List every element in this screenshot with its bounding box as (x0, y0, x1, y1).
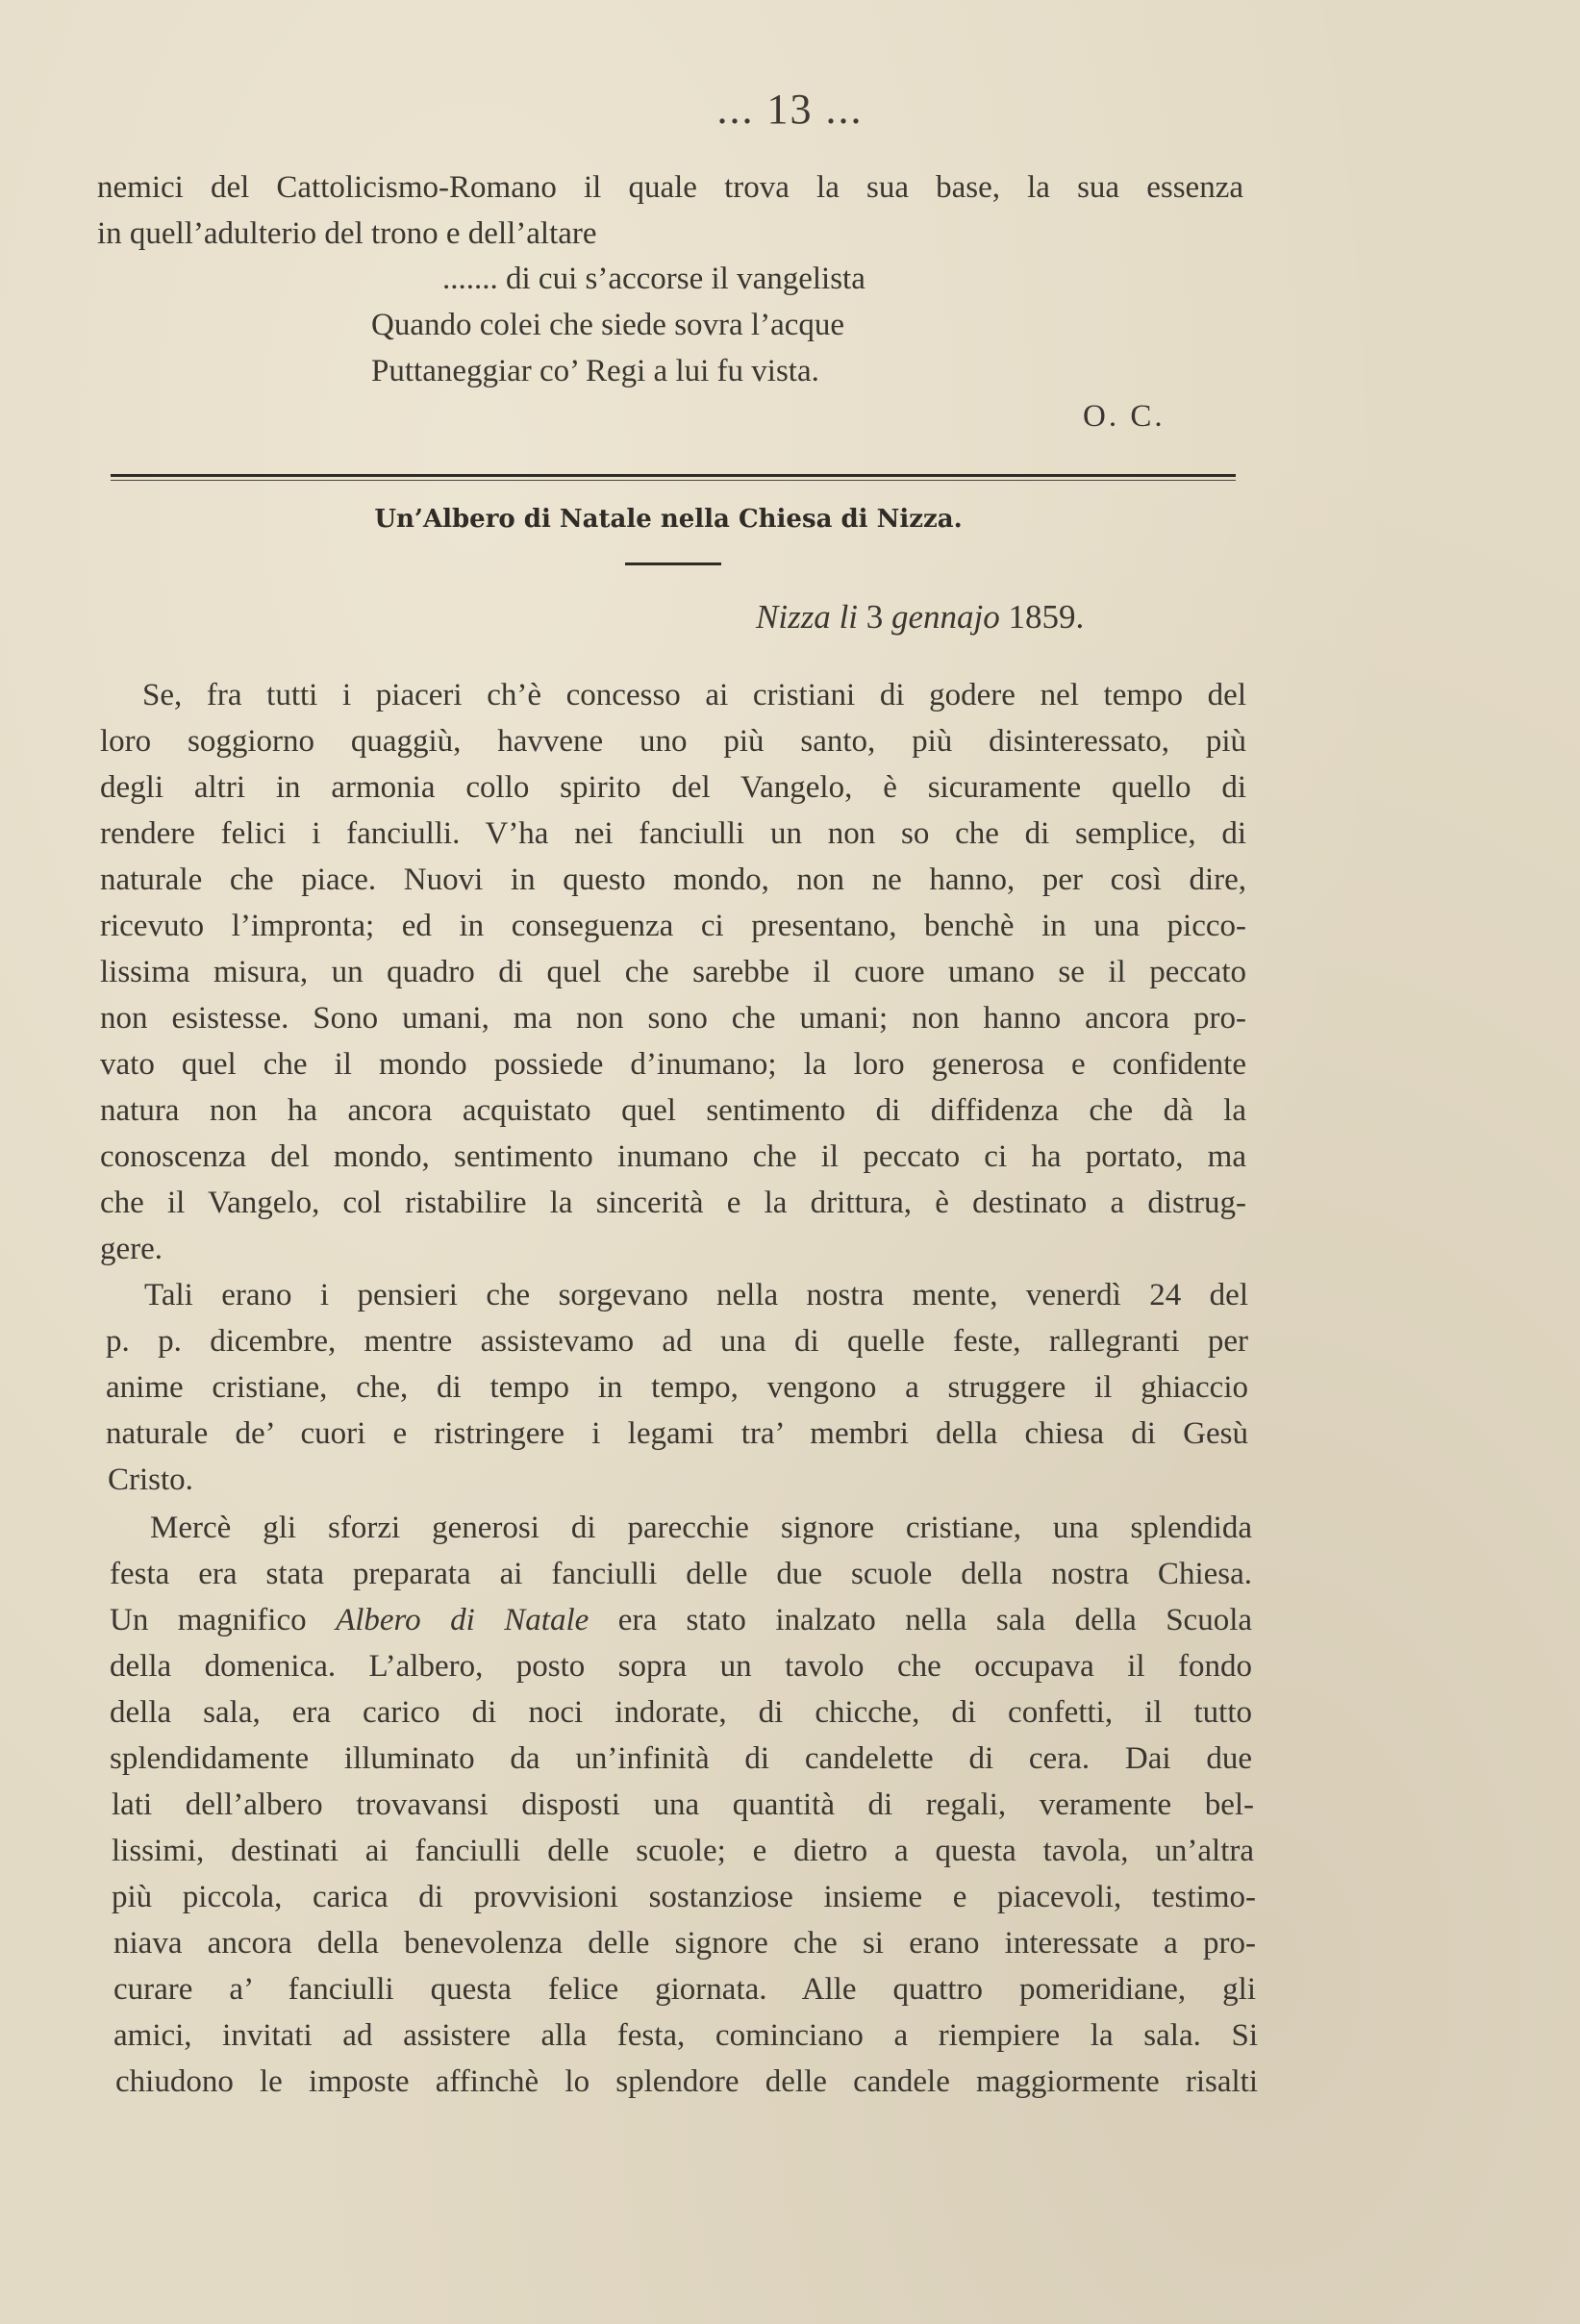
p1-line-10: natura non ha ancora acquistato quel sentimento di diffidenza che dà la (100, 1093, 1246, 1128)
p1-line-1: Se, fra tutti i piaceri ch’è concesso ai cristiani di godere nel tempo del (142, 678, 1246, 712)
p2-line-4: naturale de’ cuori e ristringere i legami tra’ membri della chiesa di Gesù (106, 1416, 1248, 1451)
section-divider (111, 474, 1236, 477)
p1-line-13: gere. (100, 1232, 163, 1266)
intro-line-1: nemici del Cattolicismo-Romano il quale trova la sua base, la sua essenza (97, 170, 1243, 205)
dateline-place: Nizza (756, 598, 831, 636)
p2-line-3: anime cristiane, che, di tempo in tempo, vengono a struggere il ghiaccio (106, 1370, 1248, 1405)
p2-line-2: p. p. dicembre, mentre assistevamo ad una di quelle feste, rallegranti per (106, 1324, 1248, 1359)
p3-line-7: lati dell’albero trovavansi disposti una quantità di regali, veramente bel- (112, 1787, 1254, 1822)
p3-line-8: lissimi, destinati ai fanciulli delle scuole; e dietro a questa tavola, un’altra (112, 1834, 1254, 1868)
p1-line-12: che il Vangelo, col ristabilire la sincerità e la drittura, è destinato a distrug- (100, 1186, 1246, 1220)
p3-line-3-italic: Albero di Natale (336, 1603, 589, 1637)
p3-line-11: curare a’ fanciulli questa felice giornata. Alle quattro pomeridiane, gli (113, 1972, 1256, 2007)
p3-line-2: festa era stata preparata ai fanciulli delle due scuole della nostra Chiesa. (110, 1557, 1252, 1591)
article-dateline (756, 598, 1084, 637)
p1-line-4: rendere felici i fanciulli. V’ha nei fanciulli un non so che di semplice, di (100, 816, 1246, 851)
p1-line-2: loro soggiorno quaggiù, havvene uno più santo, più disinteressato, più (100, 724, 1246, 759)
p3-line-3-after: era stato inalzato nella sala della Scuola (617, 1603, 1253, 1637)
intro-line-2: in quell’adulterio del trono e dell’altare (97, 216, 597, 251)
p3-line-10: niava ancora della benevolenza delle signore che si erano interessate a pro- (113, 1926, 1256, 1961)
p1-line-6: ricevuto l’impronta; ed in conseguenza ci presentano, benchè in una picco- (100, 909, 1246, 943)
p1-line-9: vato quel che il mondo possiede d’inumano; la loro generosa e confidente (100, 1047, 1246, 1082)
dateline-month: gennajo (891, 598, 1000, 636)
verse-line-3: Puttaneggiar co’ Regi a lui fu vista. (371, 354, 819, 388)
p1-line-3: degli altri in armonia collo spirito del Vangelo, è sicuramente quello di (100, 770, 1246, 805)
dateline-day: 3 (865, 598, 884, 636)
dateline-li: li (839, 598, 859, 636)
p2-line-1: Tali erano i pensieri che sorgevano nella nostra mente, venerdì 24 del (144, 1278, 1248, 1312)
p3-line-1: Mercè gli sforzi generosi di parecchie signore cristiane, una splendida (150, 1511, 1252, 1545)
article-title: Un’Albero di Natale nella Chiesa di Nizza. (374, 505, 963, 534)
p3-line-3 (110, 1603, 1252, 1638)
p1-line-11: conoscenza del mondo, sentimento inumano che il peccato ci ha portato, ma (100, 1139, 1246, 1174)
section-divider-thin (111, 480, 1236, 481)
p1-line-7: lissima misura, un quadro di quel che sarebbe il cuore umano se il peccato (100, 955, 1246, 989)
p3-line-9: più piccola, carica di provvisioni sostanziose insieme e piacevoli, testimo- (112, 1880, 1256, 1914)
p3-line-6: splendidamente illuminato da un’infinità di candelette di cera. Dai due (110, 1741, 1252, 1776)
page-number: ... 13 ... (716, 86, 864, 133)
p3-line-3-before: Un magnifico (110, 1603, 307, 1637)
p3-line-5: della sala, era carico di noci indorate, di chicche, di confetti, il tutto (110, 1695, 1252, 1730)
title-underline (625, 562, 721, 565)
verse-line-1: ....... di cui s’accorse il vangelista (442, 262, 865, 296)
p3-line-12: amici, invitati ad assistere alla festa, cominciano a riempiere la sala. Si (113, 2018, 1258, 2053)
verse-line-2: Quando colei che siede sovra l’acque (371, 308, 845, 342)
p2-line-5: Cristo. (108, 1462, 193, 1497)
p3-line-13: chiudono le imposte affinchè lo splendore delle candele maggiormente risalti (115, 2064, 1258, 2099)
dateline-year: 1859. (1008, 598, 1085, 636)
p3-line-4: della domenica. L’albero, posto sopra un tavolo che occupava il fondo (110, 1649, 1252, 1684)
p1-line-8: non esistesse. Sono umani, ma non sono che umani; non hanno ancora pro- (100, 1001, 1246, 1036)
p1-line-5: naturale che piace. Nuovi in questo mondo, non ne hanno, per così dire, (100, 862, 1246, 897)
author-signature: O. C. (1083, 399, 1166, 434)
